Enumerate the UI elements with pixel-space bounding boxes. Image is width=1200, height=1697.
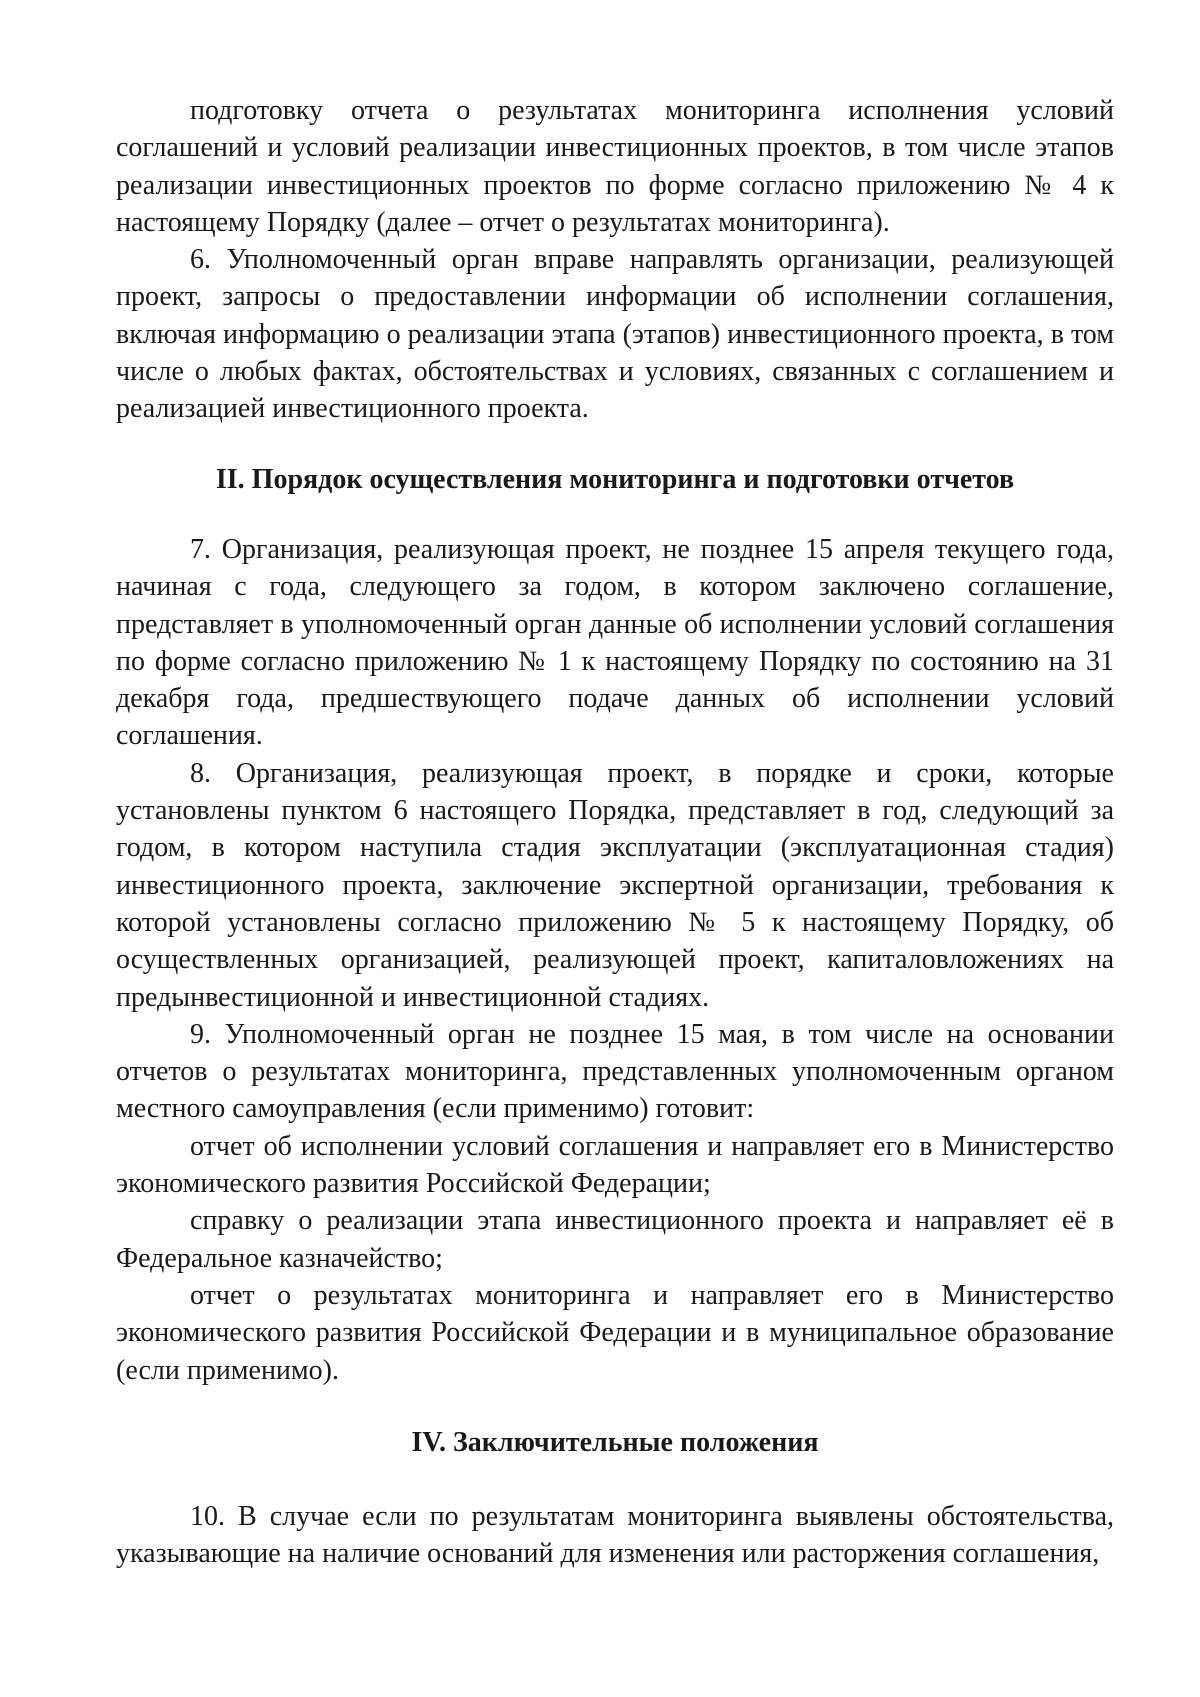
paragraph-9-item-certificate: справку о реализации этапа инвестиционного проекта и направляет её в Федеральное казначейство; <box>116 1205 1114 1274</box>
paragraph-monitoring-report: подготовку отчета о результатах мониторинга исполнения условий соглашений и условий реализации инвестиционных проектов, в том числе этапов реализации инвестиционных проектов по форме согласно приложению № 4 к настоящему Порядку (далее – отчет о результатах мониторинга). <box>116 95 1114 238</box>
paragraph-7: 7. Организация, реализующая проект, не позднее 15 апреля текущего года, начиная с года, следующего за годом, в котором заключено соглашение, представляет в уполномоченный орган данные об исполнении условий соглашения по форме согласно приложению № 1 к настоящему Порядку по состоянию на 31 декабря года, предшествующего подаче данных об исполнении условий соглашения. <box>116 533 1114 752</box>
section-4-heading: IV. Заключительные положения <box>411 1426 819 1458</box>
paragraph-6: 6. Уполномоченный орган вправе направлять организации, реализующей проект, запросы о предоставлении информации об исполнении соглашения, включая информацию о реализации этапа (этапов) инвестиционного проекта, в том числе о любых фактах, обстоятельствах и условиях, связанных с соглашением и реализацией инвестиционного проекта. <box>116 244 1114 425</box>
paragraph-9-item-monitoring-report: отчет о результатах мониторинга и направляет его в Министерство экономического развития Российской Федерации и в муниципальное образование (если применимо). <box>116 1279 1114 1386</box>
paragraph-10: 10. В случае если по результатам мониторинга выявлены обстоятельства, указывающие на наличие оснований для изменения или расторжения соглашения, <box>116 1501 1114 1570</box>
section-2-heading: II. Порядок осуществления мониторинга и подготовки отчетов <box>215 463 1015 495</box>
paragraph-9-item-report: отчет об исполнении условий соглашения и направляет его в Министерство экономического развития Российской Федерации; <box>116 1130 1114 1200</box>
document-page <box>116 92 1114 1573</box>
paragraph-9: 9. Уполномоченный орган не позднее 15 мая, в том числе на основании отчетов о результатах мониторинга, представленных уполномоченным органом местного самоуправления (если применимо) готовит: <box>116 1018 1114 1125</box>
paragraph-8: 8. Организация, реализующая проект, в порядке и сроки, которые установлены пунктом 6 настоящего Порядка, представляет в год, следующий за годом, в котором наступила стадия эксплуатации (эксплуатационная стадия) инвестиционного проекта, заключение экспертной организации, требования к которой установлены согласно приложению № 5 к настоящему Порядку, об осуществленных организацией, реализующей проект, капиталовложениях на предынвестиционной и инвестиционной стадиях. <box>116 757 1114 1013</box>
